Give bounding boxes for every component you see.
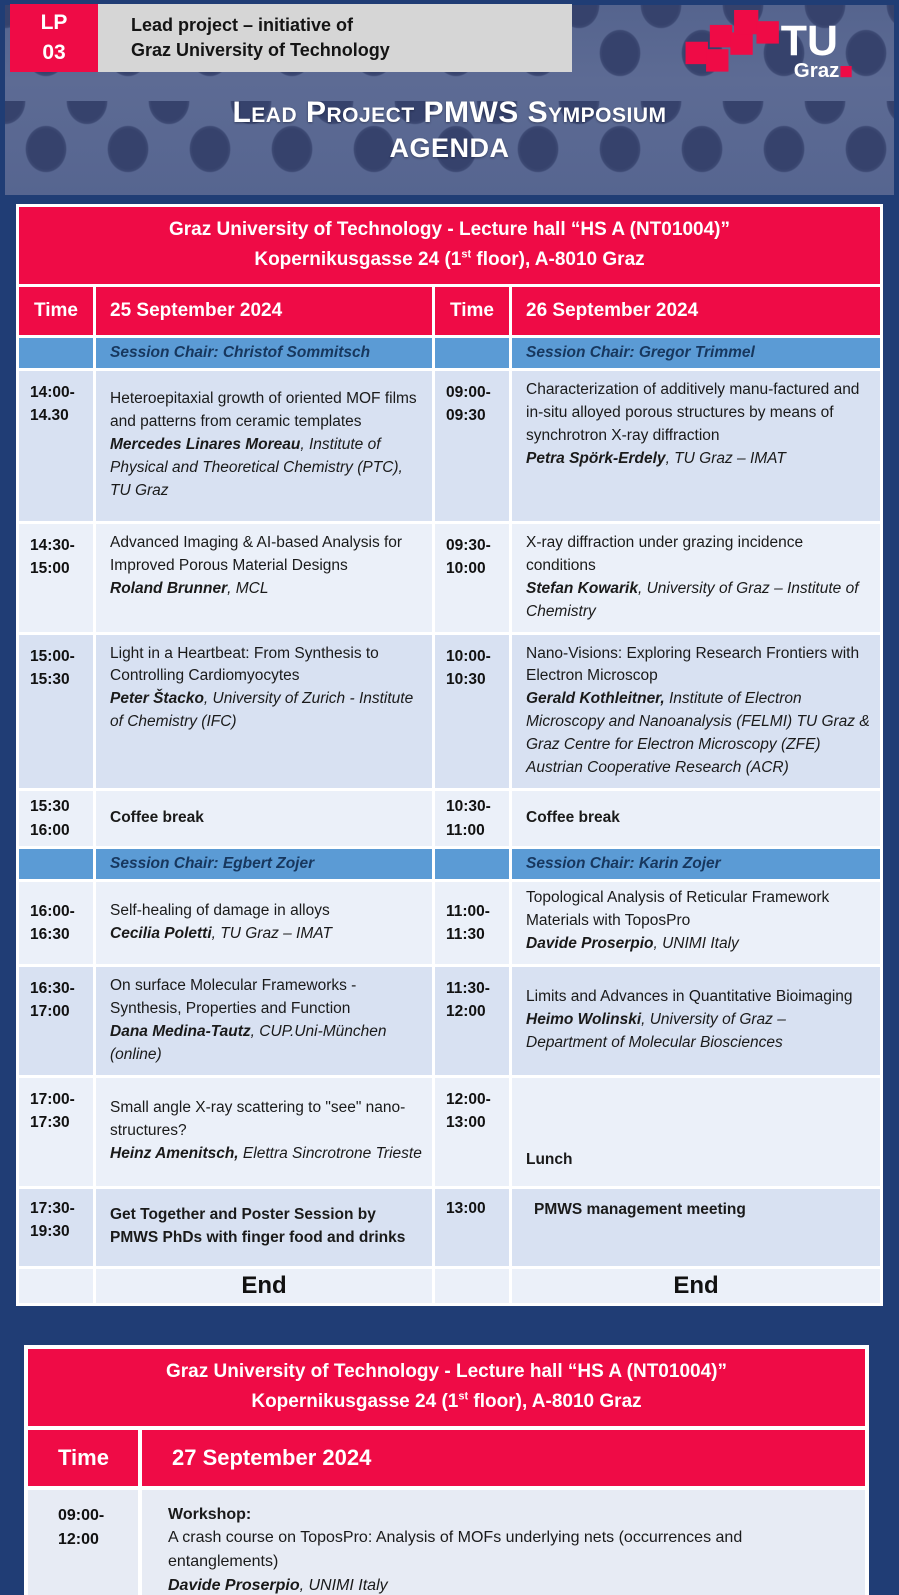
break-label: Coffee break [526, 809, 620, 827]
time-cell: 16:00- 16:30 [19, 882, 93, 964]
venue-banner [19, 207, 880, 284]
agenda-table-days-1-2 [16, 204, 883, 1306]
talk-speaker: Stefan Kowarik [526, 579, 638, 597]
time-cell: 15:30 16:00 [19, 791, 93, 846]
talk-affiliation: , CUP.Uni-München (online) [110, 1022, 387, 1063]
agenda-table-day-3 [24, 1345, 869, 1595]
talk-cell [96, 371, 432, 521]
talk-affiliation: , University of Graz – Institute of Chemistry [526, 579, 859, 620]
talk-title: Heteroepitaxial growth of oriented MOF films and patterns from ceramic templates [110, 390, 417, 431]
venue-line2 [23, 245, 876, 275]
end-label-day1: End [96, 1269, 432, 1303]
time-cell: 10:30- 11:00 [435, 791, 509, 846]
venue-line2-post: floor), A-8010 Graz [471, 249, 645, 271]
time-cell: 17:00- 17:30 [19, 1078, 93, 1186]
time-cell: 16:30- 17:00 [19, 967, 93, 1075]
lead-project-tagline [98, 4, 572, 72]
talk-speaker: Cecilia Poletti [110, 925, 212, 943]
talk-affiliation: Elettra Sincrotrone Trieste [238, 1145, 422, 1163]
end-time-spacer [19, 1269, 93, 1303]
venue-line2-pre: Kopernikusgasse 24 (1 [254, 249, 462, 271]
lunch-cell [512, 1078, 880, 1186]
talk-cell [96, 635, 432, 789]
talk-speaker: Davide Proserpio [526, 935, 654, 953]
time-cell: 17:30- 19:30 [19, 1189, 93, 1266]
symposium-title: Lead Project PMWS Symposium [232, 96, 667, 129]
session-chair-day1-am: Session Chair: Christof Sommitsch [96, 338, 432, 368]
venue-line2-sup: st [458, 1390, 469, 1403]
talk-title: Advanced Imaging & AI-based Analysis for Improved Porous Material Designs [110, 533, 403, 574]
time-cell: 09:30- 10:00 [435, 524, 509, 632]
break-cell [96, 791, 432, 846]
time-cell: 11:30- 12:00 [435, 967, 509, 1075]
time-cell: 09:00- 09:30 [435, 371, 509, 521]
talk-speaker: Heinz Amenitsch, [110, 1145, 239, 1163]
page-title-block [0, 96, 899, 164]
talk-cell [96, 967, 432, 1075]
talk-affiliation: , TU Graz – IMAT [665, 449, 786, 467]
talk-affiliation: Institute of Electron Microscopy and Nanoanalysis (FELMI) TU Graz & Graz Centre for Electron Microscopy (ZFE) Austrian Cooperative Research (ACR) [526, 690, 870, 777]
talk-title: Self-healing of damage in alloys [110, 902, 330, 920]
talk-cell [512, 635, 880, 789]
talk-speaker: Petra Spörk-Erdely [526, 449, 666, 467]
lp-badge-line2: 03 [42, 41, 66, 64]
tagline-line1: Lead project – initiative of [131, 14, 354, 35]
session-chair-day2-pm: Session Chair: Karin Zojer [512, 849, 880, 879]
talk-title: Characterization of additively manu-factured and in-situ alloyed porous structures by means of synchrotron X-ray diffraction [526, 380, 860, 444]
end-label-day2: End [512, 1269, 880, 1303]
talk-affiliation: , TU Graz – IMAT [211, 925, 332, 943]
talk-affiliation: , MCL [227, 579, 269, 597]
talk-title: Topological Analysis of Reticular Framework Materials with ToposPro [526, 889, 830, 930]
workshop-cell [142, 1490, 865, 1595]
time-cell: 12:00- 13:00 [435, 1078, 509, 1186]
tu-graz-logo-blocks [686, 10, 779, 72]
talk-cell [96, 882, 432, 964]
col-header-day1: 25 September 2024 [96, 287, 432, 335]
talk-cell [512, 882, 880, 964]
col-header-time-day3: Time [28, 1430, 138, 1486]
lp-badge-line1: LP [40, 10, 68, 34]
venue-line2-pre: Kopernikusgasse 24 (1 [251, 1391, 459, 1413]
social-label: Get Together and Poster Session by PMWS PhDs with finger food and drinks [110, 1206, 406, 1247]
lp-project-badge [10, 4, 98, 72]
logo-graz-text: Graz [793, 59, 840, 83]
agenda-subtitle: AGENDA [389, 133, 510, 163]
workshop-description: A crash course on ToposPro: Analysis of MOFs underlying nets (occurrences and entanglements) [168, 1529, 743, 1570]
venue-line1: Graz University of Technology - Lecture hall “HS A (NT01004)” [169, 219, 730, 240]
talk-speaker: Heimo Wolinski [526, 1011, 642, 1029]
talk-title: Limits and Advances in Quantitative Bioimaging [526, 988, 853, 1006]
talk-affiliation: , University of Graz – Department of Molecular Biosciences [526, 1011, 786, 1052]
talk-speaker: Peter Štacko [110, 690, 204, 708]
talk-affiliation: , UNIMI Italy [653, 935, 739, 953]
workshop-label: Workshop: [168, 1505, 252, 1523]
logo-tu-text: TU [780, 16, 838, 65]
talk-cell [96, 524, 432, 632]
talk-title: Light in a Heartbeat: From Synthesis to Controlling Cardiomyocytes [110, 644, 379, 685]
venue-line1: Graz University of Technology - Lecture hall “HS A (NT01004)” [166, 1360, 727, 1382]
col-header-day2: 26 September 2024 [512, 287, 880, 335]
talk-speaker: Dana Medina-Tautz [110, 1022, 251, 1040]
talk-cell [96, 1078, 432, 1186]
chair2-time-spacer [19, 849, 93, 879]
talk-speaker: Roland Brunner [110, 579, 228, 597]
talk-affiliation: , University of Zurich - Institute of Chemistry (IFC) [110, 690, 414, 731]
workshop-speaker: Davide Proserpio [168, 1576, 300, 1594]
lunch-label: Lunch [526, 1150, 573, 1168]
venue-line2-post: floor), A-8010 Graz [468, 1391, 642, 1413]
break-label: Coffee break [110, 809, 204, 827]
time-cell: 14:00- 14.30 [19, 371, 93, 521]
logo-red-square [840, 66, 851, 77]
time-cell: 11:00- 11:30 [435, 882, 509, 964]
time-cell: 13:00 [435, 1189, 509, 1266]
talk-cell [512, 524, 880, 632]
talk-speaker: Gerald Kothleitner, [526, 690, 665, 708]
chair1-time-spacer [19, 338, 93, 368]
time-cell: 09:00- 12:00 [28, 1490, 138, 1595]
col-header-day3: 27 September 2024 [142, 1430, 865, 1486]
chair2-time-spacer-2 [435, 849, 509, 879]
talk-title: On surface Molecular Frameworks - Synthesis, Properties and Function [110, 976, 357, 1017]
social-cell [96, 1189, 432, 1266]
col-header-time-2: Time [435, 287, 509, 335]
talk-speaker: Mercedes Linares Moreau [110, 436, 301, 454]
talk-cell [512, 371, 880, 521]
tagline-line2: Graz University of Technology [131, 40, 390, 60]
venue-line2 [32, 1387, 861, 1417]
time-cell: 10:00- 10:30 [435, 635, 509, 789]
talk-affiliation: , Institute of Physical and Theoretical Chemistry (PTC), TU Graz [110, 436, 403, 500]
chair1-time-spacer-2 [435, 338, 509, 368]
end-time-spacer-2 [435, 1269, 509, 1303]
session-chair-day2-am: Session Chair: Gregor Trimmel [512, 338, 880, 368]
meeting-cell [512, 1189, 880, 1266]
session-chair-day1-pm: Session Chair: Egbert Zojer [96, 849, 432, 879]
venue-line2-sup: st [461, 249, 472, 262]
tu-graz-logo [679, 10, 875, 94]
col-header-time-1: Time [19, 287, 93, 335]
break-cell [512, 791, 880, 846]
talk-cell [512, 967, 880, 1075]
talk-title: Nano-Visions: Exploring Research Frontiers with Electron Microscop [526, 644, 860, 685]
talk-title: Small angle X-ray scattering to "see" nano-structures? [110, 1099, 406, 1140]
time-cell: 15:00- 15:30 [19, 635, 93, 789]
venue-banner-day3 [28, 1349, 865, 1426]
talk-title: X-ray diffraction under grazing incidence conditions [526, 533, 804, 574]
workshop-affiliation: , UNIMI Italy [299, 1576, 388, 1594]
time-cell: 14:30- 15:00 [19, 524, 93, 632]
meeting-label: PMWS management meeting [534, 1200, 746, 1218]
